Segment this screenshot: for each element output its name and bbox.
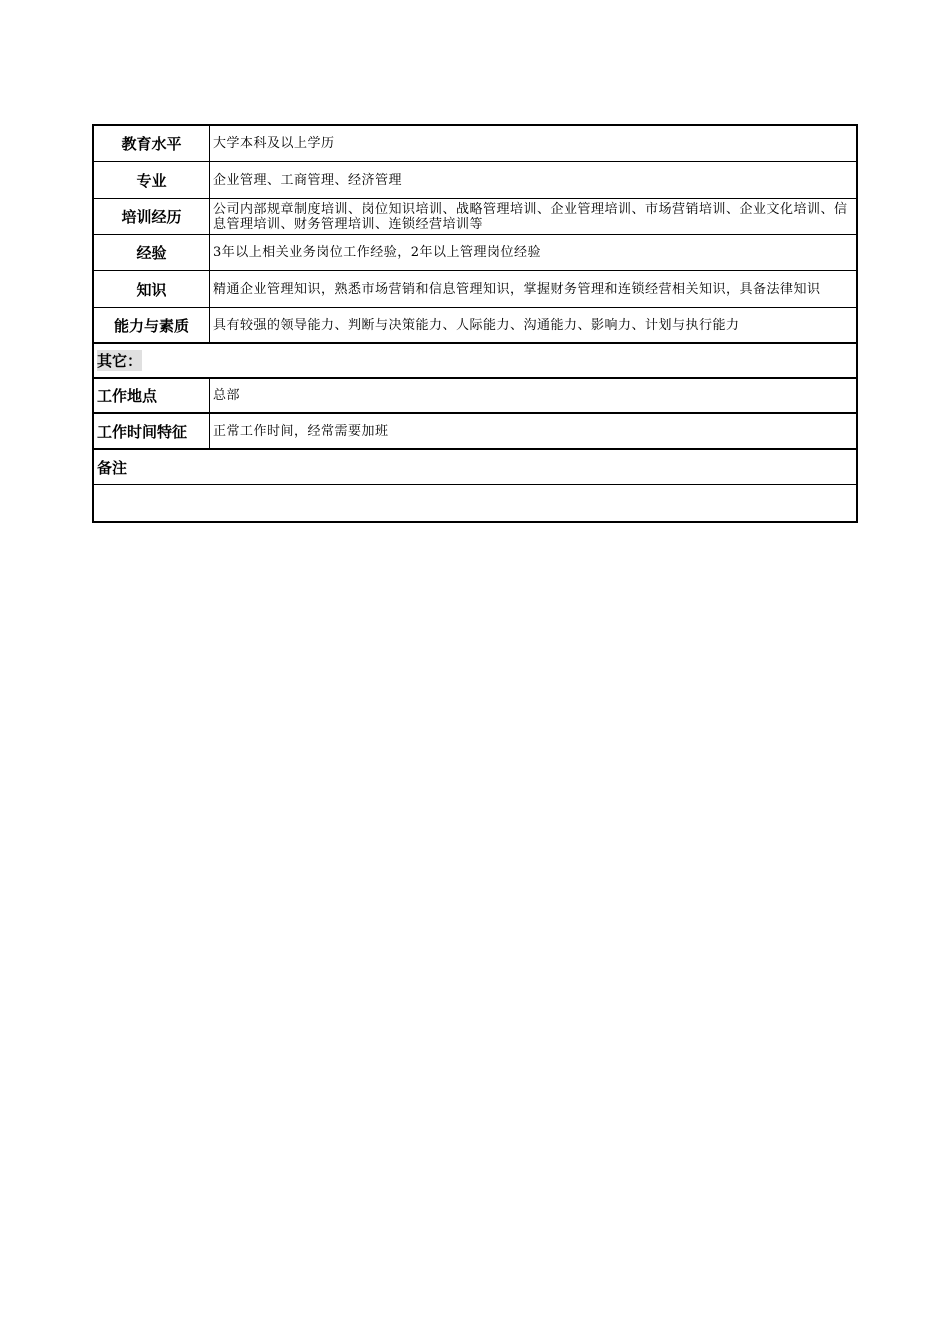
remarks-heading: [94, 450, 856, 485]
education-value: 大学本科及以上学历: [213, 136, 335, 151]
work-location-value: 总部: [213, 388, 241, 403]
remarks-heading-text: 备注: [97, 458, 128, 477]
knowledge-value: 精通企业管理知识，熟悉市场营销和信息管理知识，掌握财务管理和连锁经营相关知识，具备法律知识: [213, 281, 821, 297]
abilities-label: 能力与素质: [94, 308, 210, 342]
row-training: [94, 199, 856, 235]
major-label: 专业: [94, 162, 210, 198]
remarks-content: [94, 485, 856, 521]
training-label: 培训经历: [94, 199, 210, 234]
training-value: 公司内部规章制度培训、岗位知识培训、战略管理培训、企业管理培训、市场营销培训、企业文化培训、信息管理培训、财务管理培训、连锁经营培训等: [213, 201, 848, 232]
job-description-table: [92, 124, 858, 523]
education-label: 教育水平: [94, 126, 210, 161]
row-education: [94, 126, 856, 162]
experience-value: 3年以上相关业务岗位工作经验，2年以上管理岗位经验: [213, 245, 542, 260]
major-value: 企业管理、工商管理、经济管理: [213, 172, 403, 188]
other-section-heading: [94, 344, 856, 379]
row-experience: [94, 235, 856, 271]
row-major: [94, 162, 856, 199]
work-hours-value: 正常工作时间，经常需要加班: [213, 423, 389, 439]
row-work-location: [94, 379, 856, 414]
row-abilities: [94, 308, 856, 344]
work-hours-label: 工作时间特征: [94, 414, 210, 448]
other-heading-text: 其它：: [97, 352, 143, 370]
work-location-label: 工作地点: [94, 379, 210, 412]
experience-label: 经验: [94, 235, 210, 270]
abilities-value: 具有较强的领导能力、判断与决策能力、人际能力、沟通能力、影响力、计划与执行能力: [213, 317, 740, 333]
row-knowledge: [94, 271, 856, 308]
knowledge-label: 知识: [94, 271, 210, 307]
row-work-hours: [94, 414, 856, 450]
